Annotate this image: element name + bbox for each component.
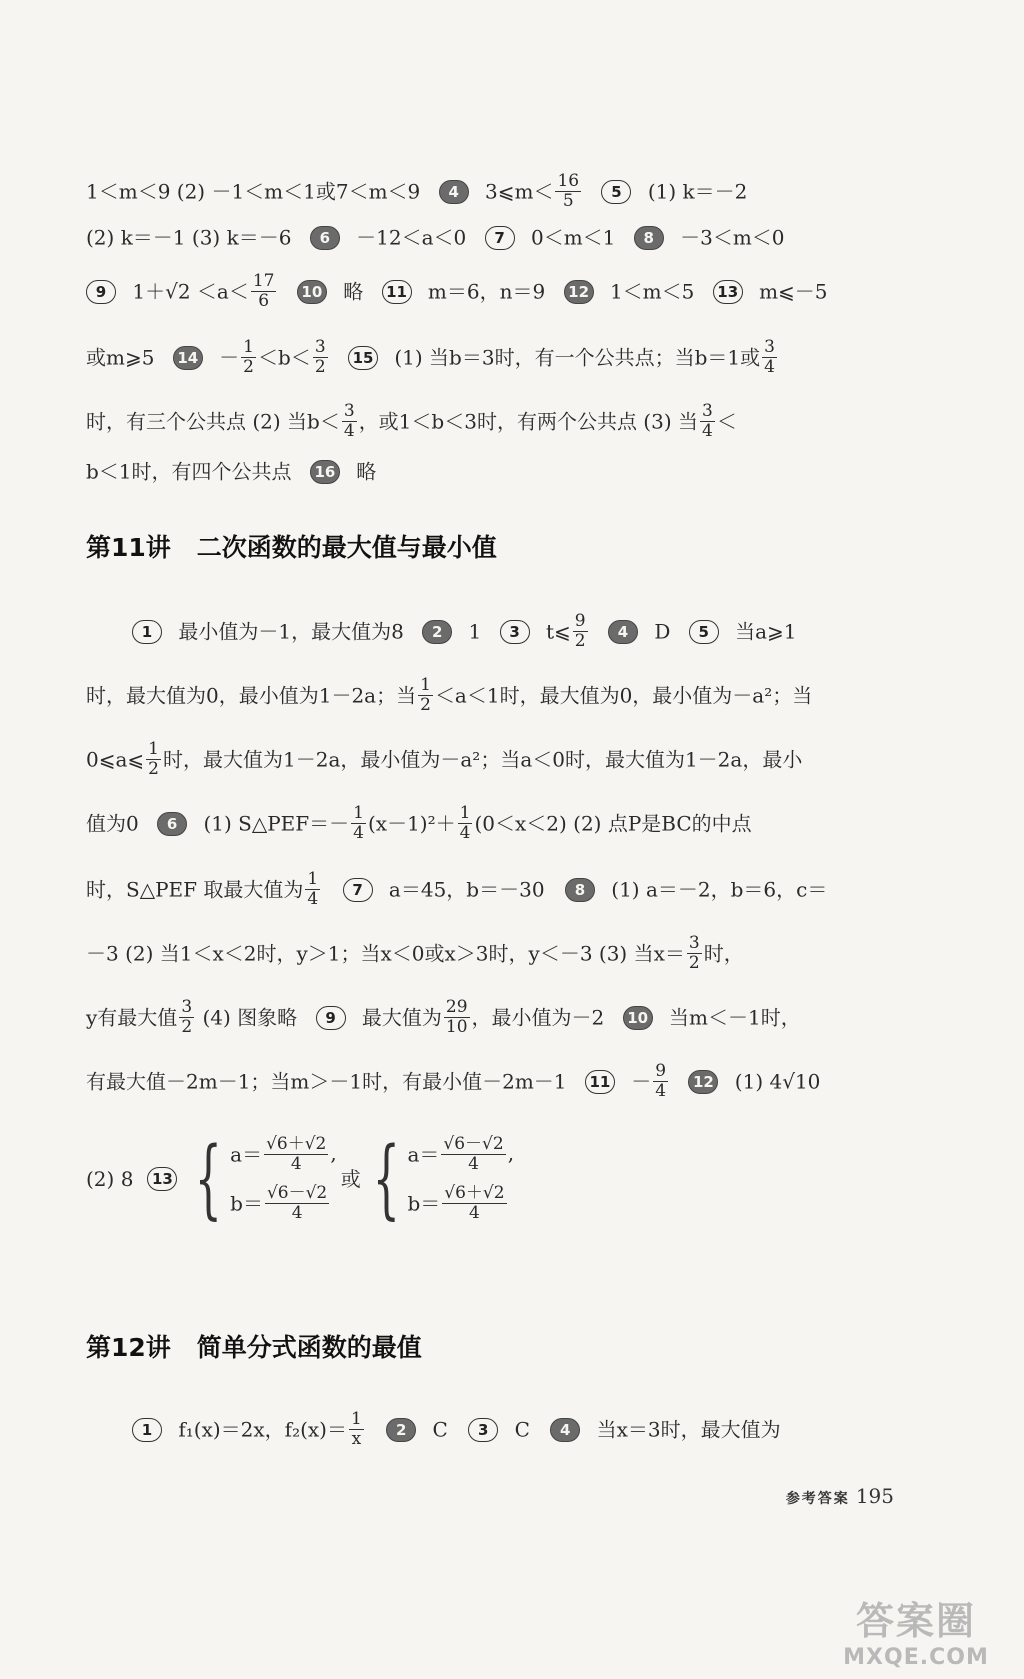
equation-system: { a＝ $\frac{√6+√2}{4}$ , b＝ $\frac{√6-√2}{4}$ <box>195 1129 337 1229</box>
answer-line <box>86 740 886 779</box>
numerator: 29 <box>445 997 468 1017</box>
fraction <box>687 934 702 973</box>
denominator: 2 <box>314 357 326 377</box>
watermark-logo <box>836 1590 996 1670</box>
fraction <box>179 998 194 1037</box>
answer-text: 0＜m＜1 <box>530 225 616 250</box>
question-number-badge: 12 <box>688 1070 718 1094</box>
equation-lhs: b＝ <box>407 1191 441 1216</box>
question-number-badge: 6 <box>310 226 340 250</box>
numerator: 3 <box>701 401 713 421</box>
answer-text: y有最大值 <box>86 1005 178 1030</box>
answer-line <box>86 804 886 843</box>
fraction <box>146 740 161 779</box>
answer-text: － <box>631 1069 652 1094</box>
numerator: 9 <box>574 611 586 631</box>
denominator: 4 <box>291 1203 303 1223</box>
numerator: √6－√2 <box>266 1183 328 1203</box>
numerator: √6－√2 <box>443 1134 504 1154</box>
answer-text: (1) S△PEF＝－ <box>203 811 350 836</box>
fraction <box>555 172 581 211</box>
question-number-badge: 5 <box>689 620 719 644</box>
fraction <box>313 338 328 377</box>
lecture-number: 第12讲 <box>86 1333 171 1362</box>
answer-text: 时，有三个公共点 (2) 当b＜ <box>86 409 340 434</box>
answer-text: 时，最大值为1－2a，最小值为－a²；当a＜0时，最大值为1－2a，最小 <box>163 747 803 772</box>
answer-text: (2) k＝－1 (3) k＝－6 <box>86 225 292 250</box>
numerator: 17 <box>252 271 275 291</box>
question-number-badge: 16 <box>310 460 340 484</box>
answer-text: C <box>432 1417 448 1442</box>
answer-text: ＜a＜1时，最大值为0，最小值为－a²；当 <box>434 683 813 708</box>
answer-text: 当a⩾1 <box>735 619 797 644</box>
denominator: 4 <box>701 421 713 441</box>
fraction <box>653 1062 668 1101</box>
answer-text: a＝45，b＝－30 <box>388 877 545 902</box>
answer-text: － <box>219 345 240 370</box>
numerator: √6＋√2 <box>266 1134 327 1154</box>
denominator: 4 <box>290 1154 302 1174</box>
denominator: 4 <box>469 1203 480 1223</box>
answer-line <box>86 1124 886 1234</box>
answer-text: 时，S△PEF 取最大值为 <box>86 877 304 902</box>
answer-text: 略 <box>356 459 377 484</box>
answer-line <box>86 172 886 211</box>
section-heading <box>86 1328 422 1364</box>
answer-text: ＜b＜ <box>258 345 311 370</box>
denominator: 4 <box>764 357 775 377</box>
question-number-badge: 8 <box>565 878 595 902</box>
answer-text: －3 (2) 当1＜x＜2时，y＞1；当x＜0或x＞3时，y＜－3 (3) 当x＝ <box>86 941 685 966</box>
footer-label: 参考答案 <box>785 1491 850 1507</box>
lecture-title: 简单分式函数的最值 <box>196 1333 422 1362</box>
fraction <box>762 338 777 377</box>
answer-text: m⩽－5 <box>759 279 828 304</box>
question-number-badge: 2 <box>386 1418 416 1442</box>
fraction <box>342 402 357 441</box>
answer-text: t⩽ <box>545 619 571 644</box>
numerator: 1 <box>148 739 159 759</box>
fraction <box>265 1184 329 1223</box>
answer-text: D <box>654 619 671 644</box>
question-number-badge: 4 <box>608 620 638 644</box>
answer-text: C <box>514 1417 530 1442</box>
denominator: 2 <box>574 631 586 651</box>
question-number-badge: 8 <box>634 226 664 250</box>
answer-line <box>132 1410 932 1449</box>
answer-text: －3＜m＜0 <box>680 225 785 250</box>
answer-line <box>86 998 886 1037</box>
denominator: 2 <box>243 357 254 377</box>
numerator: 1 <box>420 675 431 695</box>
denominator: 10 <box>445 1017 468 1037</box>
answer-text: 0⩽a⩽ <box>86 747 145 772</box>
answer-line <box>86 402 886 441</box>
page-footer <box>786 1484 894 1508</box>
answer-text: －12＜a＜0 <box>356 225 467 250</box>
answer-text: 最小值为－1，最大值为8 <box>178 619 404 644</box>
denominator: 4 <box>459 823 471 843</box>
answer-text: 值为0 <box>86 811 139 836</box>
answer-text: 3⩽m＜ <box>485 179 554 204</box>
answer-text: b＜1时，有四个公共点 <box>86 459 292 484</box>
question-number-badge: 14 <box>173 346 203 370</box>
fraction <box>349 1410 364 1449</box>
numerator: 1 <box>350 1409 362 1429</box>
fraction <box>351 804 366 843</box>
numerator: 3 <box>314 337 326 357</box>
answer-text: (1) a＝－2，b＝6，c＝ <box>611 877 828 902</box>
answer-text: (1) 4√10 <box>734 1069 821 1094</box>
question-number-badge: 15 <box>348 346 378 370</box>
answer-line <box>86 1062 886 1101</box>
answer-text: 当x＝3时，最大值为 <box>596 1417 781 1442</box>
answer-text: 时，最大值为0，最小值为1－2a；当 <box>86 683 417 708</box>
answer-line <box>86 456 886 486</box>
answer-line <box>86 676 886 715</box>
numerator: 9 <box>655 1061 667 1081</box>
answer-text: (1) k＝－2 <box>647 179 748 204</box>
denominator: 2 <box>181 1017 193 1037</box>
numerator: 3 <box>688 933 700 953</box>
left-brace: { <box>372 1129 400 1229</box>
answer-text: (1) 当b＝3时，有一个公共点；当b＝1或 <box>394 345 761 370</box>
page-number: 195 <box>855 1484 894 1508</box>
denominator: 5 <box>562 191 574 211</box>
denominator: 4 <box>655 1081 667 1101</box>
equation-lhs: a＝ <box>230 1142 263 1167</box>
lecture-number: 第11讲 <box>86 533 171 562</box>
numerator: 16 <box>557 171 580 191</box>
question-number-badge: 10 <box>297 280 327 304</box>
fraction <box>458 804 473 843</box>
answer-text: ＜ <box>716 409 737 434</box>
question-number-badge: 4 <box>550 1418 580 1442</box>
denominator: 2 <box>148 759 159 779</box>
question-number-badge: 12 <box>564 280 594 304</box>
numerator: √6＋√2 <box>444 1183 505 1203</box>
numerator: 3 <box>181 997 193 1017</box>
fraction <box>241 338 256 377</box>
fraction <box>444 998 470 1037</box>
section-heading <box>86 528 497 564</box>
question-number-badge: 5 <box>601 180 631 204</box>
fraction <box>264 1135 328 1174</box>
question-number-badge: 2 <box>422 620 452 644</box>
question-number-badge: 13 <box>147 1167 177 1191</box>
question-number-badge: 13 <box>713 280 743 304</box>
denominator: 4 <box>468 1154 479 1174</box>
fraction <box>305 870 320 909</box>
or-text: 或 <box>340 1167 361 1191</box>
answer-text: 1＜m＜9 (2) －1＜m＜1或7＜m＜9 <box>86 179 421 204</box>
denominator: x <box>351 1429 362 1449</box>
fraction <box>441 1135 505 1174</box>
fraction <box>418 676 433 715</box>
answer-text: (0＜x＜2) (2) 点P是BC的中点 <box>474 811 752 836</box>
left-brace: { <box>195 1129 223 1229</box>
answer-text: 当m＜－1时， <box>669 1005 801 1030</box>
watermark-text: 答案圈 <box>855 1599 976 1643</box>
answer-line <box>86 870 886 909</box>
numerator: 1 <box>307 869 319 889</box>
denominator: 2 <box>420 695 431 715</box>
question-number-badge: 7 <box>343 878 373 902</box>
answer-text: 1 <box>468 619 482 644</box>
fraction <box>700 402 715 441</box>
answer-text: 有最大值－2m－1；当m＞－1时，有最小值－2m－1 <box>86 1069 567 1094</box>
numerator: 3 <box>343 401 355 421</box>
answer-text: f₁(x)＝2x，f₂(x)＝ <box>178 1417 347 1442</box>
question-number-badge: 9 <box>316 1006 346 1030</box>
answer-text: 时， <box>703 941 744 966</box>
equation-lhs: a＝ <box>407 1142 440 1167</box>
question-number-badge: 10 <box>623 1006 653 1030</box>
answer-text: (4) 图象略 <box>202 1005 298 1030</box>
answer-line <box>132 612 932 651</box>
answer-text: (2) 8 <box>86 1167 134 1191</box>
equation-lhs: b＝ <box>230 1191 263 1216</box>
fraction <box>442 1184 506 1223</box>
denominator: 4 <box>307 889 319 909</box>
equation-system: { a＝ $\frac{√6-√2}{4}$ , b＝ $\frac{√6+√2}{4}$ <box>372 1129 515 1229</box>
question-number-badge: 6 <box>157 812 187 836</box>
denominator: 6 <box>258 291 270 311</box>
answer-text: ，最小值为－2 <box>471 1005 605 1030</box>
question-number-badge: 4 <box>439 180 469 204</box>
lecture-title: 二次函数的最大值与最小值 <box>196 533 497 562</box>
answer-line <box>86 272 886 311</box>
answer-line <box>86 222 886 252</box>
watermark-url: MXQE.COM <box>843 1645 989 1670</box>
question-number-badge: 11 <box>382 280 412 304</box>
question-number-badge: 9 <box>86 280 116 304</box>
numerator: 1 <box>243 337 254 357</box>
question-number-badge: 1 <box>132 1418 162 1442</box>
answer-text: 略 <box>343 279 364 304</box>
question-number-badge: 1 <box>132 620 162 644</box>
denominator: 2 <box>688 953 700 973</box>
answer-text: 1＋√2 ＜a＜ <box>132 279 249 304</box>
answer-text: 1＜m＜5 <box>609 279 695 304</box>
denominator: 4 <box>343 421 355 441</box>
numerator: 1 <box>353 803 364 823</box>
answer-text: ，或1＜b＜3时，有两个公共点 (3) 当 <box>358 409 698 434</box>
answer-line <box>86 934 886 973</box>
question-number-badge: 3 <box>468 1418 498 1442</box>
answer-text: 最大值为 <box>361 1005 442 1030</box>
question-number-badge: 11 <box>585 1070 615 1094</box>
numerator: 1 <box>459 803 471 823</box>
answer-line <box>86 338 886 377</box>
answer-text: m＝6，n＝9 <box>427 279 546 304</box>
fraction <box>573 612 588 651</box>
fraction <box>251 272 277 311</box>
numerator: 3 <box>764 337 775 357</box>
question-number-badge: 3 <box>500 620 530 644</box>
answer-text: (x－1)²＋ <box>367 811 456 836</box>
denominator: 4 <box>353 823 364 843</box>
question-number-badge: 7 <box>485 226 515 250</box>
answer-text: 或m⩾5 <box>86 345 155 370</box>
